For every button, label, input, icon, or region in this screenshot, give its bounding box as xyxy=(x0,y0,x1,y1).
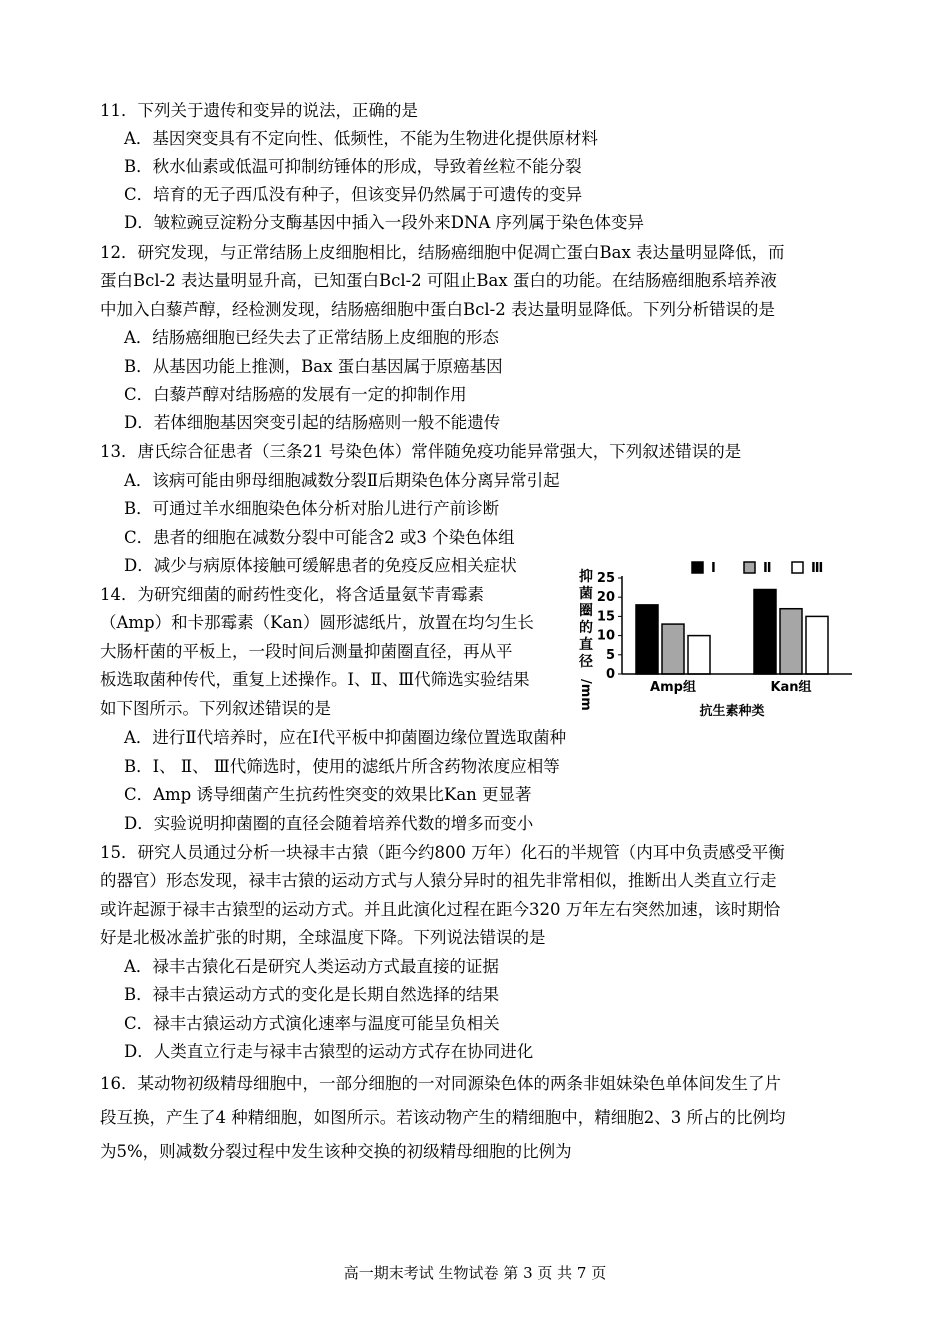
legend-label: Ⅰ xyxy=(711,561,716,576)
y-axis-label-char: 径 xyxy=(579,654,593,670)
q12-option-c: C．白藜芦醇对结肠癌的发展有一定的抑制作用 xyxy=(124,385,467,404)
bar-amp-gen-3 xyxy=(688,636,710,674)
q11-option-a: A．基因突变具有不定向性、低频性，不能为生物进化提供原材料 xyxy=(124,129,598,148)
legend-label: Ⅱ xyxy=(763,561,772,576)
y-axis-label xyxy=(578,568,593,711)
y-axis-label-char: 抑 xyxy=(579,569,593,585)
legend-swatch xyxy=(744,562,755,573)
q13-option-c: C．患者的细胞在减数分裂中可能含2 或3 个染色体组 xyxy=(124,528,515,547)
q12-stem-line-2: 蛋白Bcl-2 表达量明显升高，已知蛋白Bcl-2 可阻止Bax 蛋白的功能。在结肠癌细胞系培养液 xyxy=(100,271,777,290)
q11-stem: 11．下列关于遗传和变异的说法，正确的是 xyxy=(100,101,418,120)
y-axis-label-char: 圈 xyxy=(579,603,593,619)
q16-stem-line-3: 为5%，则减数分裂过程中发生该种交换的初级精母细胞的比例为 xyxy=(100,1142,572,1161)
q14-option-d: D．实验说明抑菌圈的直径会随着培养代数的增多而变小 xyxy=(124,814,534,833)
bar-amp-gen-2 xyxy=(662,624,684,674)
y-axis-label-char: 的 xyxy=(579,620,593,636)
chart-legend xyxy=(692,561,823,576)
inhibition-zone-bar-chart xyxy=(572,553,862,725)
chart-bars xyxy=(636,590,828,674)
bar-amp-gen-1 xyxy=(636,605,658,674)
q14-stem-line-5: 如下图所示。下列叙述错误的是 xyxy=(100,699,331,718)
q15-option-d: D．人类直立行走与禄丰古猿型的运动方式存在协同进化 xyxy=(124,1042,534,1061)
q13-option-d: D．减少与病原体接触可缓解患者的免疫反应相关症状 xyxy=(124,556,517,575)
q12-stem-line-1: 12．研究发现，与正常结肠上皮细胞相比，结肠癌细胞中促凋亡蛋白Bax 表达量明显降低，而 xyxy=(100,243,785,262)
y-tick-label: 5 xyxy=(605,647,615,663)
x-category-label: Amp组 xyxy=(650,680,696,695)
y-tick-label: 10 xyxy=(596,628,615,644)
x-axis-categories xyxy=(650,679,812,695)
legend-swatch xyxy=(692,562,703,573)
x-axis-label: 抗生素种类 xyxy=(699,704,765,719)
bar-kan-gen-1 xyxy=(754,590,776,674)
q11-option-c: C．培育的无子西瓜没有种子，但该变异仍然属于可遗传的变异 xyxy=(124,185,583,204)
q13-option-a: A．该病可能由卵母细胞减数分裂Ⅱ后期染色体分离异常引起 xyxy=(124,471,560,490)
q15-option-c: C．禄丰古猿运动方式演化速率与温度可能呈负相关 xyxy=(124,1014,500,1033)
q15-stem-line-4: 好是北极冰盖扩张的时期，全球温度下降。下列说法错误的是 xyxy=(100,928,546,947)
bar-kan-gen-2 xyxy=(780,609,802,674)
q14-stem-line-4: 板选取菌种传代，重复上述操作。Ⅰ、Ⅱ、Ⅲ代筛选实验结果 xyxy=(100,670,530,689)
page-footer: 高一期末考试 生物试卷 第 3 页 共 7 页 xyxy=(343,1264,607,1282)
legend-swatch xyxy=(792,562,803,573)
q16-stem-line-2: 段互换，产生了4 种精细胞，如图所示。若该动物产生的精细胞中，精细胞2、3 所占的比例均 xyxy=(100,1108,786,1127)
q14-stem-line-3: 大肠杆菌的平板上，一段时间后测量抑菌圈直径，再从平 xyxy=(100,642,513,661)
y-tick-label: 25 xyxy=(596,571,615,586)
y-tick-label: 0 xyxy=(605,667,615,682)
q12-option-b: B．从基因功能上推测，Bax 蛋白基因属于原癌基因 xyxy=(124,357,503,376)
q14-option-a: A．进行Ⅱ代培养时，应在Ⅰ代平板中抑菌圈边缘位置选取菌种 xyxy=(124,728,567,747)
y-tick-label: 20 xyxy=(596,590,615,606)
q16-stem-line-1: 16．某动物初级精母细胞中，一部分细胞的一对同源染色体的两条非姐妹染色单体间发生了片 xyxy=(100,1074,781,1093)
q12-option-d: D．若体细胞基因突变引起的结肠癌则一般不能遗传 xyxy=(124,413,501,432)
q13-stem: 13．唐氏综合征患者（三条21 号染色体）常伴随免疫功能异常强大，下列叙述错误的是 xyxy=(100,442,742,461)
q14-option-c: C．Amp 诱导细菌产生抗药性突变的效果比Kan 更显著 xyxy=(124,785,532,804)
q11-option-d: D．皱粒豌豆淀粉分支酶基因中插入一段外来DNA 序列属于染色体变异 xyxy=(124,213,645,232)
y-axis-label-char: 菌 xyxy=(579,586,593,602)
bar-kan-gen-3 xyxy=(806,616,828,674)
q15-option-b: B．禄丰古猿运动方式的变化是长期自然选择的结果 xyxy=(124,985,500,1004)
x-category-label: Kan组 xyxy=(770,680,812,695)
q15-stem-line-2: 的器官）形态发现，禄丰古猿的运动方式与人猿分异时的祖先非常相似，推断出人类直立行走 xyxy=(100,871,777,890)
q15-stem-line-3: 或许起源于禄丰古猿型的运动方式。并且此演化过程在距今320 万年左右突然加速，该时期恰 xyxy=(100,900,781,919)
q14-option-b: B．Ⅰ、 Ⅱ、 Ⅲ代筛选时，使用的滤纸片所含药物浓度应相等 xyxy=(124,757,560,776)
q14-stem-line-2: （Amp）和卡那霉素（Kan）圆形滤纸片，放置在均匀生长 xyxy=(100,613,534,632)
q11-option-b: B．秋水仙素或低温可抑制纺锤体的形成，导致着丝粒不能分裂 xyxy=(124,157,582,176)
q12-stem-line-3: 中加入白藜芦醇，经检测发现，结肠癌细胞中蛋白Bcl-2 表达量明显降低。下列分析错误的是 xyxy=(100,300,775,319)
legend-label: Ⅲ xyxy=(811,561,824,576)
y-axis-label-char: 直 xyxy=(579,637,593,653)
y-axis-label-unit: /mm xyxy=(578,679,593,711)
q15-option-a: A．禄丰古猿化石是研究人类运动方式最直接的证据 xyxy=(124,957,499,976)
q12-option-a: A．结肠癌细胞已经失去了正常结肠上皮细胞的形态 xyxy=(124,328,499,347)
q14-stem-line-1: 14．为研究细菌的耐药性变化，将含适量氨苄青霉素 xyxy=(100,585,484,604)
y-tick-label: 15 xyxy=(596,609,615,625)
q15-stem-line-1: 15．研究人员通过分析一块禄丰古猿（距今约800 万年）化石的半规管（内耳中负责感受平衡 xyxy=(100,843,785,862)
q13-option-b: B．可通过羊水细胞染色体分析对胎儿进行产前诊断 xyxy=(124,499,500,518)
y-axis-ticks xyxy=(597,571,622,682)
